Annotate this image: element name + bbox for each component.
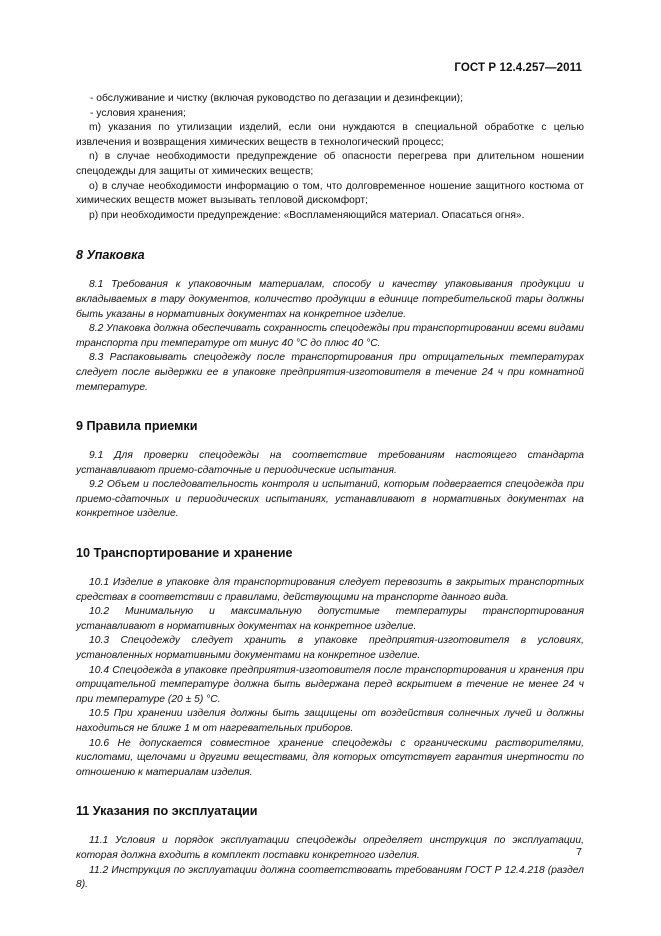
list-item: n) в случае необходимости предупреждение об опасности перегрева при длительном ношении спецодежды для защиты от химических веществ;	[76, 151, 584, 177]
paragraph: 10.6 Не допускается совместное хранение спецодежды с органическими растворителями, кислотами, щелочами и другими веществами, для которых отсутствует гарантия инертности по отношению к материалам изделия.	[76, 737, 584, 778]
section-heading: 10 Транспортирование и хранение	[76, 546, 293, 561]
paragraph: 10.5 При хранении изделия должны быть защищены от воздействия солнечных лучей и должны находиться не ближе 1 м от нагревательных приборов.	[76, 708, 584, 734]
section-heading: 9 Правила приемки	[76, 419, 198, 434]
section-packaging	[76, 247, 584, 395]
section-heading: 11 Указания по эксплуатации	[76, 804, 258, 819]
list-item: m) указания по утилизации изделий, если они нуждаются в специальной обработке с целью извлечения и возвращения химических веществ в технологический процесс;	[76, 122, 584, 148]
paragraph: 9.2 Объем и последовательность контроля и испытаний, которым подвергается спецодежда при приемо-сдаточных и периодических испытаниях, устанавливают в нормативных документах на конкретное изделие.	[76, 479, 584, 520]
page-number: 7	[576, 846, 582, 858]
paragraph: 10.4 Спецодежда в упаковке предприятия-изготовителя после транспортирования и хранения при отрицательной температуре должна быть выдержана перед вскрытием в течение не менее 24 ч при температуре (20 ± 5) °С.	[76, 664, 584, 705]
paragraph: 10.1 Изделие в упаковке для транспортирования следует перевозить в закрытых транспортных средствах в соответствии с правилами, действующими на транспорте данного вида.	[76, 577, 584, 603]
section-acceptance-rules	[76, 418, 584, 522]
list-item: - условия хранения;	[90, 107, 186, 119]
paragraph: 8.1 Требования к упаковочным материалам, способу и качеству упаковывания продукции и вкладываемых в тару документов, количество продукции в единице потребительской тары должны быть указаны в нормативных документах на конкретное изделие.	[76, 279, 584, 320]
paragraph: 11.2 Инструкция по эксплуатации должна соответствовать требованиям ГОСТ Р 12.4.218 (раздел 8).	[76, 864, 584, 891]
list-item: - обслуживание и чистку (включая руководство по дегазации и дезинфекции);	[90, 93, 463, 104]
paragraph: 10.3 Спецодежду следует хранить в упаковке предприятия-изготовителя в условиях, установленных нормативными документами на конкретное изделие.	[76, 635, 584, 662]
section-transport-storage	[76, 545, 584, 780]
paragraph: 10.2 Минимальную и максимальную допустимые температуры транспортирования устанавливают в нормативных документах на конкретное изделие.	[76, 606, 584, 632]
list-item: о) в случае необходимости информацию о том, что долговременное ношение защитного костюма от химических веществ может вызывать тепловой дискомфорт;	[76, 180, 584, 207]
intro-list	[76, 92, 584, 223]
section-heading: 8 Упаковка	[76, 248, 145, 263]
list-item: р) при необходимости предупреждение: «Воспламеняющийся материал. Опасаться огня».	[89, 209, 525, 221]
paragraph: 8.3 Распаковывать спецодежду после транспортирования при отрицательных температурах следует после выдержки ее в упаковке предприятия-изготовителя в течение 24 ч при комнатной температуре.	[76, 352, 584, 393]
paragraph: 11.1 Условия и порядок эксплуатации спецодежды определяет инструкция по эксплуатации, которая должна входить в комплект поставки конкретного изделия.	[76, 835, 584, 861]
paragraph: 8.2 Упаковка должна обеспечивать сохранность спецодежды при транспортировании всеми видами транспорта при температуре от минус 40 °С до плюс 40 °С.	[76, 323, 584, 349]
document-body	[76, 92, 584, 893]
section-operation	[76, 803, 584, 892]
paragraph: 9.1 Для проверки спецодежды на соответствие требованиям настоящего стандарта устанавливают приемо-сдаточные и периодические испытания.	[76, 450, 584, 476]
standard-code-header: ГОСТ Р 12.4.257—2011	[454, 62, 582, 74]
